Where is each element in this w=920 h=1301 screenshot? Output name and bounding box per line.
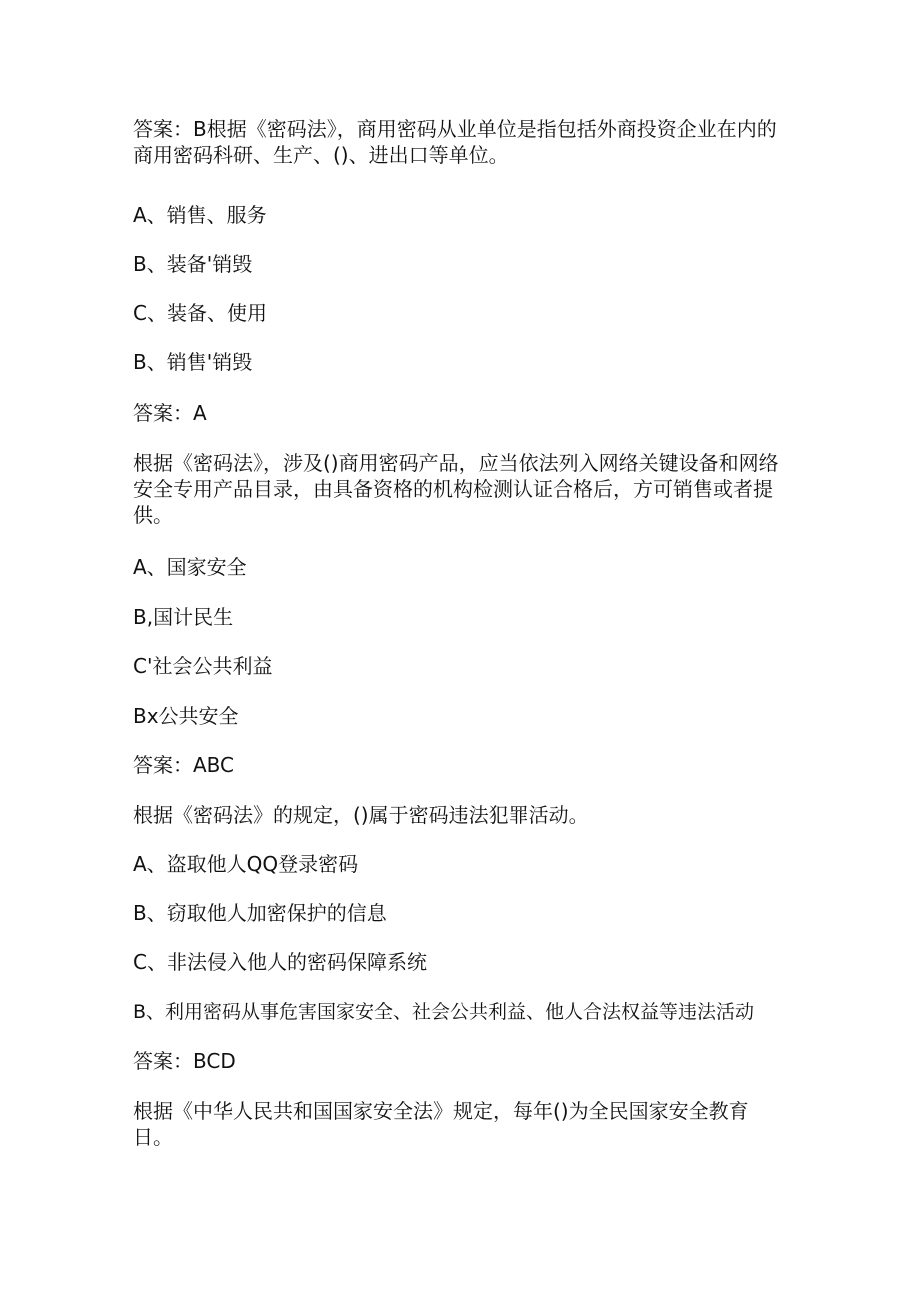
answer-line-2: 答案：A [133, 401, 207, 425]
option-c-q2: C'社会公共利益 [133, 654, 273, 678]
option-b-q3: B、窃取他人加密保护的信息 [133, 901, 387, 925]
answer-line-4: 答案：BCD [133, 1049, 236, 1073]
option-b-q2: B,国计民生 [133, 605, 234, 629]
option-a-q2: A、国家安全 [133, 555, 247, 579]
option-c-q3: C、非法侵入他人的密码保障系统 [133, 950, 427, 974]
option-c-q1: C、装备、使用 [133, 301, 267, 325]
answer-line-1: 答案：B根据《密码法》，商用密码从业单位是指包括外商投资企业在内的商用密码科研、生产、()、进出口等单位。 [133, 117, 777, 167]
question-4-text: 根据《中华人民共和国国家安全法》规定，每年()为全民国家安全教育日。 [133, 1099, 749, 1149]
option-d-q1: B、销售'销毁 [133, 350, 253, 374]
option-b-q1: B、装备'销毁 [133, 252, 253, 276]
option-a-q3: A、盗取他人QQ登录密码 [133, 852, 359, 876]
question-2-text: 根据《密码法》，涉及()商用密码产品，应当依法列入网络关键设备和网络安全专用产品目录，由具备资格的机构检测认证合格后，方可销售或者提供。 [133, 451, 779, 527]
option-d-q2: Bx公共安全 [133, 704, 239, 728]
option-d-q3: B、利用密码从事危害国家安全、社会公共利益、他人合法权益等违法活动 [133, 1001, 755, 1023]
question-3-text: 根据《密码法》的规定，()属于密码违法犯罪活动。 [133, 803, 589, 827]
answer-line-3: 答案：ABC [133, 753, 235, 777]
option-a-q1: A、销售、服务 [133, 203, 267, 227]
